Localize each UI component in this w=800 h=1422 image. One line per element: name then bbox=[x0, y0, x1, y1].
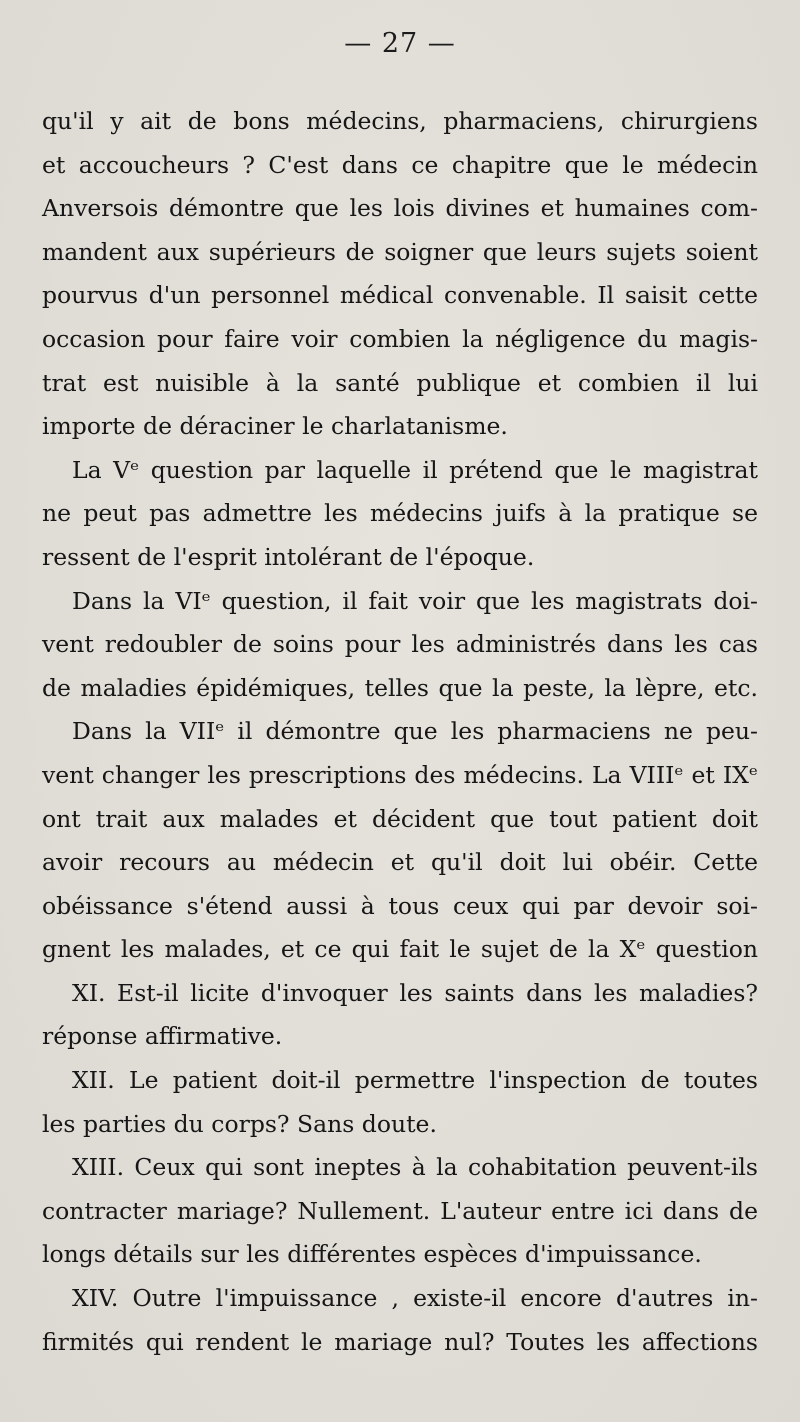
text-line: importe de déraciner le charlatanisme. bbox=[42, 412, 508, 441]
paragraph bbox=[42, 449, 758, 580]
text-line: qu'il y ait de bons médecins, pharmaciens, chirurgiens bbox=[42, 107, 758, 135]
text-line: obéissance s'étend aussi à tous ceux qui par devoir soi- bbox=[42, 891, 758, 920]
page-body-text bbox=[42, 100, 758, 1364]
paragraph bbox=[42, 100, 758, 449]
text-line: XI. Est-il licite d'invoquer les saints dans les maladies? bbox=[72, 978, 758, 1007]
text-line: XIII. Ceux qui sont ineptes à la cohabitation peuvent-ils bbox=[72, 1153, 758, 1182]
text-line: vent redoubler de soins pour les administrés dans les cas bbox=[42, 630, 758, 659]
paragraph bbox=[42, 710, 758, 972]
text-line: trat est nuisible à la santé publique et combien il lui bbox=[42, 368, 758, 397]
text-line: et accoucheurs ? C'est dans ce chapitre que le médecin bbox=[42, 150, 758, 179]
text-line: Dans la VIIᵉ il démontre que les pharmaciens ne peu- bbox=[72, 717, 758, 746]
text-line: contracter mariage? Nullement. L'auteur entre ici dans de bbox=[42, 1196, 758, 1225]
text-line: longs détails sur les différentes espèces d'impuissance. bbox=[42, 1240, 702, 1269]
text-line: Dans la VIᵉ question, il fait voir que les magistrats doi- bbox=[72, 586, 758, 615]
paragraph bbox=[42, 1146, 758, 1277]
text-line: vent changer les prescriptions des médecins. La VIIIᵉ et IXᵉ bbox=[42, 760, 758, 789]
text-line: ont trait aux malades et décident que tout patient doit bbox=[42, 804, 758, 833]
paragraph bbox=[42, 1059, 758, 1146]
text-line: gnent les malades, et ce qui fait le sujet de la Xᵉ question bbox=[42, 935, 758, 964]
text-line: La Vᵉ question par laquelle il prétend que le magistrat bbox=[72, 455, 758, 484]
text-line: ressent de l'esprit intolérant de l'époque. bbox=[42, 542, 535, 571]
paragraph bbox=[42, 972, 758, 1059]
text-line: ne peut pas admettre les médecins juifs à la pratique se bbox=[42, 499, 758, 528]
text-line: mandent aux supérieurs de soigner que leurs sujets soient bbox=[42, 237, 758, 266]
text-line: occasion pour faire voir combien la négligence du magis- bbox=[42, 324, 758, 353]
paragraph bbox=[42, 580, 758, 711]
text-line: XII. Le patient doit-il permettre l'inspection de toutes bbox=[72, 1066, 758, 1095]
text-line: pourvus d'un personnel médical convenable. Il saisit cette bbox=[42, 281, 758, 310]
text-line: Anversois démontre que les lois divines et humaines com- bbox=[42, 194, 758, 223]
text-line: les parties du corps? Sans doute. bbox=[42, 1109, 437, 1138]
paragraph bbox=[42, 1277, 758, 1364]
text-line: avoir recours au médecin et qu'il doit lui obéir. Cette bbox=[42, 848, 758, 877]
text-line: réponse affirmative. bbox=[42, 1022, 283, 1051]
text-line: firmités qui rendent le mariage nul? Toutes les affections bbox=[42, 1327, 758, 1356]
text-line: de maladies épidémiques, telles que la peste, la lèpre, etc. bbox=[42, 673, 758, 702]
text-line: XIV. Outre l'impuissance , existe-il encore d'autres in- bbox=[72, 1284, 758, 1313]
page-number: — 27 — bbox=[344, 28, 456, 59]
